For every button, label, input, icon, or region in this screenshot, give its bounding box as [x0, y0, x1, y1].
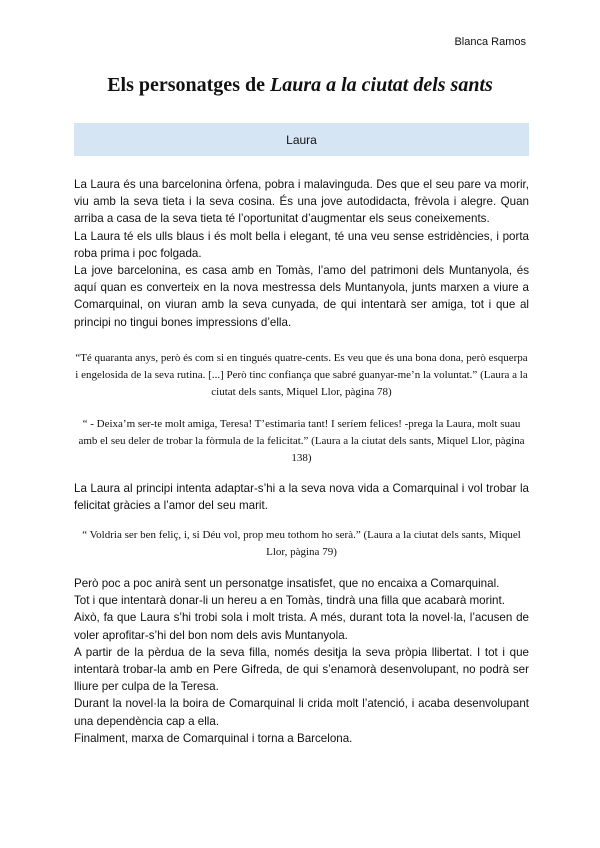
paragraph: A partir de la pèrdua de la seva filla, només desitja la seva pròpia llibertat. I tot i que intentarà trobar-la amb en Pere Gifreda, de qui s’enamorà desenvolupant, no podrà ser lliure per culpa de la Teresa.	[74, 645, 529, 694]
quote-text: “ - Deixa’m ser-te molt amiga, Teresa! T’estimaria tant! I seríem felices! -prega la Laura, molt suau amb el seu deler de trobar la fòrmula de la felicitat.” (Laura a la ciutat dels sants, Miquel Llor, pàgina 138)	[78, 418, 525, 465]
paragraph: Durant la novel·la la boira de Comarquinal li crida molt l’atenció, i acaba desenvolupant una dependència cap a ella.	[74, 697, 529, 728]
quote-block	[74, 527, 529, 561]
paragraph: Tot i que intentarà donar-li un hereu a en Tomàs, tindrà una filla que acabarà morint.	[74, 594, 505, 608]
paragraph: La Laura té els ulls blaus i és molt bella i elegant, té una veu sense estridències, i porta roba prima i poc folgada.	[74, 229, 529, 260]
paragraph: La Laura és una barcelonina òrfena, pobra i malavinguda. Des que el seu pare va morir, viu amb la seva tieta i la seva cosina. És una jove autodidacta, frèvola i alegre. Quan arriba a casa de la seva tieta té l’oportunitat d’augmentar els seus coneixements.	[74, 178, 529, 226]
title-prefix: Els personatges de	[107, 74, 270, 96]
quote-block	[74, 350, 529, 402]
title-book-name: Laura a la ciutat dels sants	[269, 74, 493, 96]
paragraph: La jove barcelonina, es casa amb en Tomàs, l’amo del patrimoni dels Muntanyola, és aquí quan es converteix en la nova mestressa dels Muntanyola, junts marxen a viure a Comarquinal, on viuran amb la seva cunyada, de qui intentarà ser amiga, tot i que al principi no tingui bones impressions d’ella.	[74, 264, 529, 329]
paragraph: Això, fa que Laura s’hi trobi sola i molt trista. A més, durant tota la novel·la, l’acusen de voler aprofitar-s’hi del bon nom dels avis Muntanyola.	[74, 611, 529, 642]
quote-block	[74, 416, 529, 468]
quote-text: “ Voldria ser ben feliç, i, si Déu vol, prop meu tothom ho serà.” (Laura a la ciutat dels sants, Miquel Llor, pàgina 79)	[82, 529, 521, 559]
paragraph: Però poc a poc anirà sent un personatge insatisfet, que no encaixa a Comarquinal.	[74, 577, 500, 590]
document-title	[0, 74, 600, 97]
intro-text	[74, 176, 529, 331]
section-heading: Laura	[286, 132, 317, 147]
paragraph: La Laura al principi intenta adaptar-s’hi a la seva nova vida a Comarquinal i vol trobar la felicitat gràcies a l’amor del seu marit.	[74, 482, 529, 513]
paragraph: Finalment, marxa de Comarquinal i torna a Barcelona.	[74, 731, 353, 745]
author-name: Blanca Ramos	[454, 36, 526, 48]
section-heading-band	[74, 123, 529, 156]
quote-text: “Té quaranta anys, però és com si en tingués quatre-cents. Es veu que és una bona dona, però esquerpa i engelosida de la seva rutina. [...] Però tinc confiança que sabré guanyar-me’n la voluntat.” (Laura a la ciutat dels sants, Miquel Llor, pàgina 78)	[75, 352, 528, 399]
closing-text	[74, 575, 529, 747]
middle-text	[74, 480, 529, 514]
